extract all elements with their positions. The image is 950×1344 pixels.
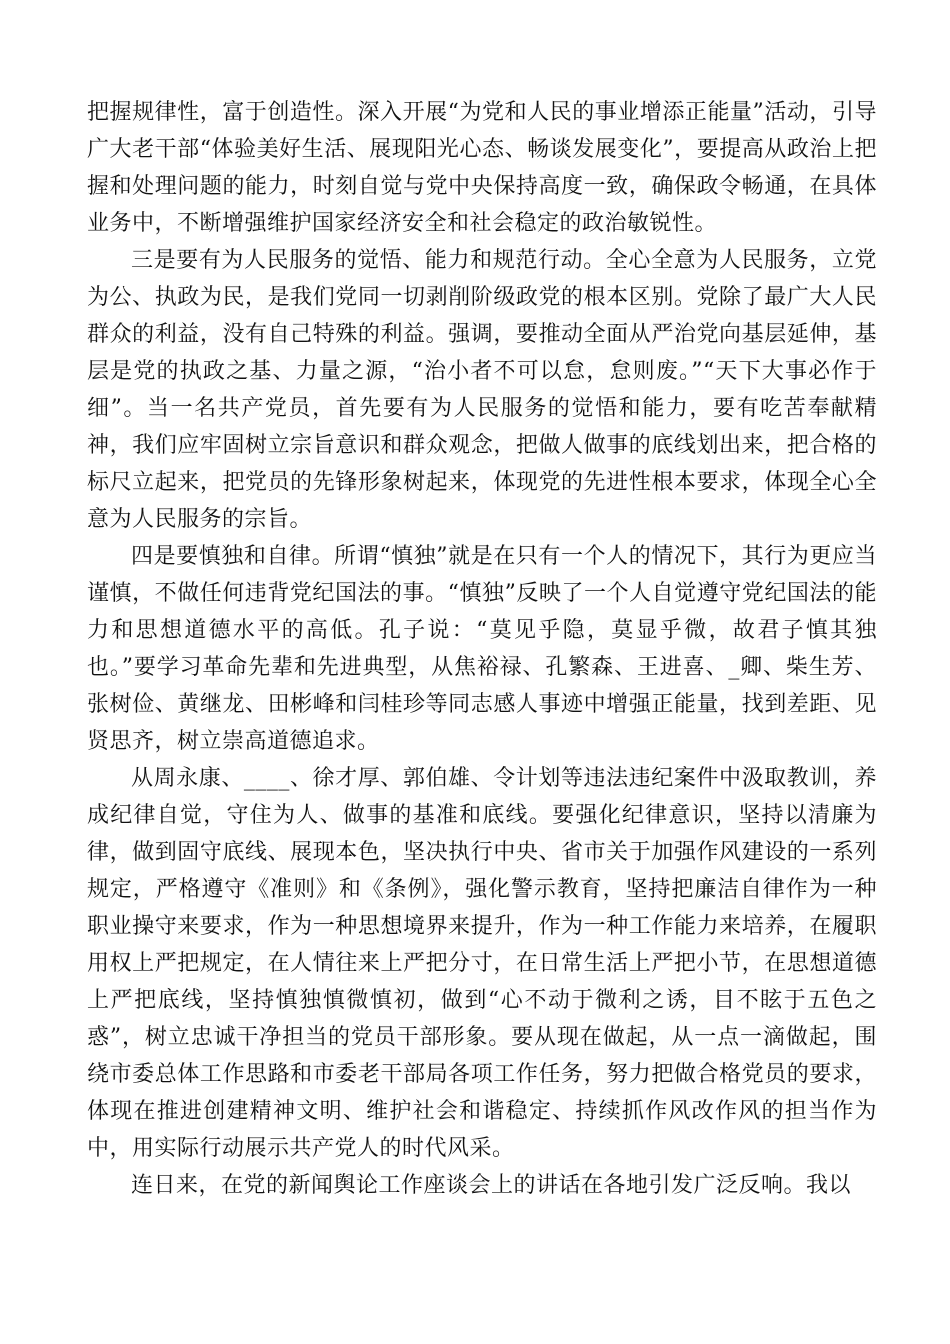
paragraph-lessons-from-cases: 从周永康、____、徐才厚、郭伯雄、令计划等违法违纪案件中汲取教训，养成纪律自觉，守住为人、做事的基准和底线。要强化纪律意识，坚持以清廉为律，做到固守底线、展现本色，坚决执行中央、省市关于加强作风建设的一系列规定，严格遵守《准则》和《条例》，强化警示教育，坚持把廉洁自律作为一种职业操守来要求，作为一种思想境界来提升，作为一种工作能力来培养，在履职用权上严把规定，在人情往来上严把分寸，在日常生活上严把小节，在思想道德上严把底线，坚持慎独慎微慎初，做到“心不动于微利之诱，目不眩于五色之惑”，树立忠诚干净担当的党员干部形象。要从现在做起，从一点一滴做起，围绕市委总体工作思路和市委老干部局各项工作任务，努力把做合格党员的要求，体现在推进创建精神文明、维护社会和谐稳定、持续抓作风改作风的担当作为中，用实际行动展示共产党人的时代风采。 <box>87 766 877 1161</box>
paragraph-serve-the-people: 三是要有为人民服务的觉悟、能力和规范行动。全心全意为人民服务，立党为公、执政为民，是我们党同一切剥削阶级政党的根本区别。党除了最广大人民群众的利益，没有自己特殊的利益。强调，要推动全面从严治党向基层延伸，基层是党的执政之基、力量之源，“治小者不可以怠，怠则废。”“天下大事必作于细”。当一名共产党员，首先要有为人民服务的觉悟和能力，要有吃苦奉献精神，我们应牢固树立宗旨意识和群众观念，把做人做事的底线划出来，把合格的标尺立起来，把党员的先锋形象树起来，体现党的先进性根本要求，体现全心全意为人民服务的宗旨。 <box>87 248 877 532</box>
paragraph-self-discipline: 四是要慎独和自律。所谓“慎独”就是在只有一个人的情况下，其行为更应当谨慎，不做任何违背党纪国法的事。“慎独”反映了一个人自觉遵守党纪国法的能力和思想道德水平的高低。孔子说：“莫见乎隐，莫显乎微，故君子慎其独也。”要学习革命先辈和先进典型，从焦裕禄、孔繁森、王进喜、_卿、柴生芳、张树俭、黄继龙、田彬峰和闫桂珍等同志感人事迹中增强正能量，找到差距、见贤思齐，树立崇高道德追求。 <box>87 544 877 754</box>
paragraph-news-forum: 连日来，在党的新闻舆论工作座谈会上的讲话在各地引发广泛反响。我以 <box>131 1173 852 1198</box>
document-body <box>87 94 877 1204</box>
paragraph-political-sensitivity: 把握规律性，富于创造性。深入开展“为党和人民的事业增添正能量”活动，引导广大老干部“体验美好生活、展现阳光心态、畅谈发展变化”，要提高从政治上把握和处理问题的能力，时刻自觉与党中央保持高度一致，确保政令畅通，在具体业务中，不断增强维护国家经济安全和社会稳定的政治敏锐性。 <box>87 100 877 236</box>
